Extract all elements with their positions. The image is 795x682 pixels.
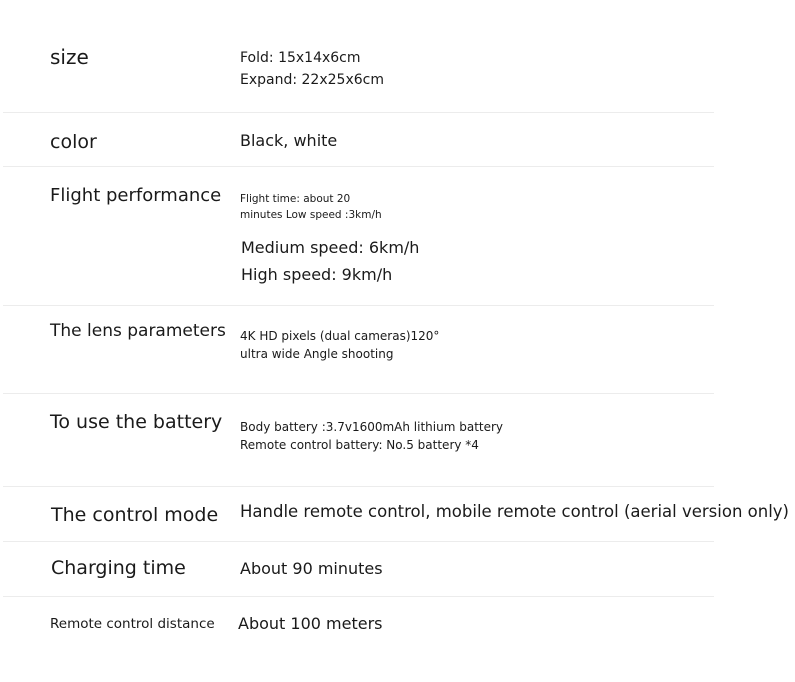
spec-value-color: Black, white <box>240 131 338 150</box>
row-divider <box>3 393 714 394</box>
spec-label-lens-parameters: The lens parameters <box>50 321 226 341</box>
row-divider <box>3 486 714 487</box>
spec-value-control-mode: Handle remote control, mobile remote control (aerial version only) <box>240 502 789 521</box>
row-divider <box>3 305 714 306</box>
spec-label-flight-performance: Flight performance <box>50 185 222 206</box>
spec-label-control-mode: The control mode <box>51 504 219 526</box>
spec-label-charging-time: Charging time <box>51 557 186 579</box>
spec-label-color: color <box>50 131 97 153</box>
spec-value-flight-time: Flight time: about 20 <box>240 193 351 205</box>
spec-value-size-fold: Fold: 15x14x6cm <box>240 50 361 66</box>
spec-label-size: size <box>50 45 89 69</box>
spec-value-high-speed: High speed: 9km/h <box>241 265 393 284</box>
spec-value-body-battery: Body battery :3.7v1600mAh lithium battery <box>240 420 504 434</box>
spec-value-size-expand: Expand: 22x25x6cm <box>240 72 384 88</box>
spec-value-medium-speed: Medium speed: 6km/h <box>241 238 420 257</box>
spec-value-remote-distance: About 100 meters <box>238 614 383 633</box>
row-divider <box>3 541 714 542</box>
spec-label-battery: To use the battery <box>50 411 223 433</box>
row-divider <box>3 166 714 167</box>
spec-value-remote-battery: Remote control battery: No.5 battery *4 <box>240 438 479 452</box>
spec-label-remote-distance: Remote control distance <box>50 616 215 632</box>
spec-value-low-speed: minutes Low speed :3km/h <box>240 209 382 221</box>
spec-value-charging-time: About 90 minutes <box>240 559 383 578</box>
row-divider <box>3 596 714 597</box>
spec-value-lens-angle: ultra wide Angle shooting <box>240 347 394 361</box>
spec-value-lens-pixels: 4K HD pixels (dual cameras)120° <box>240 329 440 343</box>
row-divider <box>3 112 714 113</box>
